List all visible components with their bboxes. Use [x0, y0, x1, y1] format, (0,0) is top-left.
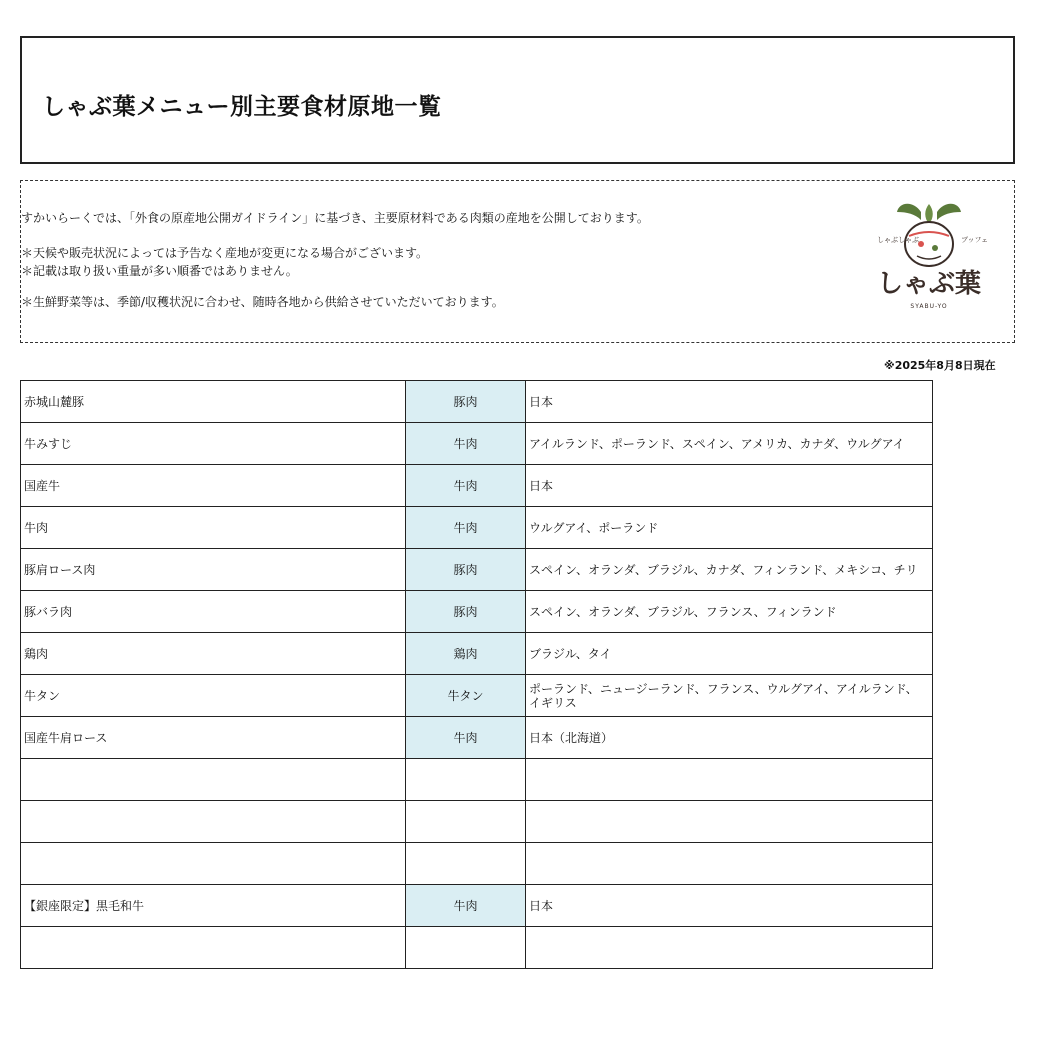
- origin-countries: アイルランド、ポーランド、スペイン、アメリカ、カナダ、ウルグアイ: [526, 423, 933, 465]
- notice-line-order: ＊記載は取り扱い重量が多い順番ではありません。: [21, 264, 298, 278]
- origin-countries: [526, 927, 933, 969]
- notice-line-vegetables: ＊生鮮野菜等は、季節/収穫状況に合わせ、随時各地から供給させていただいております。: [21, 295, 504, 309]
- menu-item-name: 赤城山麓豚: [21, 381, 406, 423]
- meat-category: 豚肉: [406, 381, 526, 423]
- meat-category: 牛肉: [406, 885, 526, 927]
- notice-box: [20, 180, 1015, 343]
- origin-countries: スペイン、オランダ、ブラジル、フランス、フィンランド: [526, 591, 933, 633]
- origin-countries: 日本: [526, 465, 933, 507]
- origin-countries: 日本: [526, 885, 933, 927]
- meat-category: 牛肉: [406, 423, 526, 465]
- meat-category: [406, 759, 526, 801]
- table-row: [21, 549, 933, 591]
- meat-category: 豚肉: [406, 549, 526, 591]
- table-row: [21, 633, 933, 675]
- page-title: しゃぶ葉メニュー別主要食材原地一覧: [42, 94, 442, 120]
- menu-item-name: [21, 927, 406, 969]
- origin-countries: ポーランド、ニュージーランド、フランス、ウルグアイ、アイルランド、イギリス: [526, 675, 933, 717]
- meat-category: [406, 927, 526, 969]
- origin-countries: ブラジル、タイ: [526, 633, 933, 675]
- table-row: [21, 423, 933, 465]
- brand-logo: [869, 198, 989, 316]
- origin-countries: スペイン、オランダ、ブラジル、カナダ、フィンランド、メキシコ、チリ: [526, 549, 933, 591]
- logo-brand-name: しゃぶ葉: [876, 269, 982, 299]
- meat-category: 鶏肉: [406, 633, 526, 675]
- meat-category: 豚肉: [406, 591, 526, 633]
- menu-item-name: 牛みすじ: [21, 423, 406, 465]
- meat-category: 牛タン: [406, 675, 526, 717]
- meat-category: [406, 843, 526, 885]
- menu-item-name: 牛肉: [21, 507, 406, 549]
- menu-item-name: 鶏肉: [21, 633, 406, 675]
- table-row: [21, 591, 933, 633]
- origin-countries: [526, 843, 933, 885]
- origin-countries: 日本（北海道）: [526, 717, 933, 759]
- logo-romaji: SYABU-YO: [910, 303, 948, 310]
- menu-item-name: [21, 759, 406, 801]
- meat-category: 牛肉: [406, 507, 526, 549]
- origin-countries: 日本: [526, 381, 933, 423]
- origin-table: [20, 380, 933, 969]
- menu-item-name: 【銀座限定】黒毛和牛: [21, 885, 406, 927]
- table-row: [21, 381, 933, 423]
- table-row: [21, 927, 933, 969]
- table-row: [21, 675, 933, 717]
- title-box: [20, 36, 1015, 164]
- table-row: [21, 759, 933, 801]
- table-row: [21, 843, 933, 885]
- menu-item-name: 国産牛肩ロース: [21, 717, 406, 759]
- table-row: [21, 507, 933, 549]
- menu-item-name: [21, 843, 406, 885]
- menu-item-name: 牛タン: [21, 675, 406, 717]
- meat-category: 牛肉: [406, 717, 526, 759]
- logo-tag-right: ブッフェ: [961, 236, 989, 244]
- origin-countries: ウルグアイ、ポーランド: [526, 507, 933, 549]
- table-row: [21, 717, 933, 759]
- table-row: [21, 465, 933, 507]
- origin-countries: [526, 759, 933, 801]
- meat-category: 牛肉: [406, 465, 526, 507]
- origin-countries: [526, 801, 933, 843]
- table-row: [21, 801, 933, 843]
- menu-item-name: [21, 801, 406, 843]
- logo-tag-left: しゃぶしゃぶ: [877, 236, 919, 244]
- table-row: [21, 885, 933, 927]
- notice-line-disclosure: すかいらーくでは、「外食の原産地公開ガイドライン」に基づき、主要原材料である肉類の産地を公開しております。: [21, 211, 649, 225]
- as-of-date: ※2025年8月8日現在: [884, 359, 996, 372]
- menu-item-name: 豚肩ロース肉: [21, 549, 406, 591]
- menu-item-name: 豚バラ肉: [21, 591, 406, 633]
- meat-category: [406, 801, 526, 843]
- notice-line-change: ＊天候や販売状況によっては予告なく産地が変更になる場合がございます。: [21, 246, 429, 260]
- menu-item-name: 国産牛: [21, 465, 406, 507]
